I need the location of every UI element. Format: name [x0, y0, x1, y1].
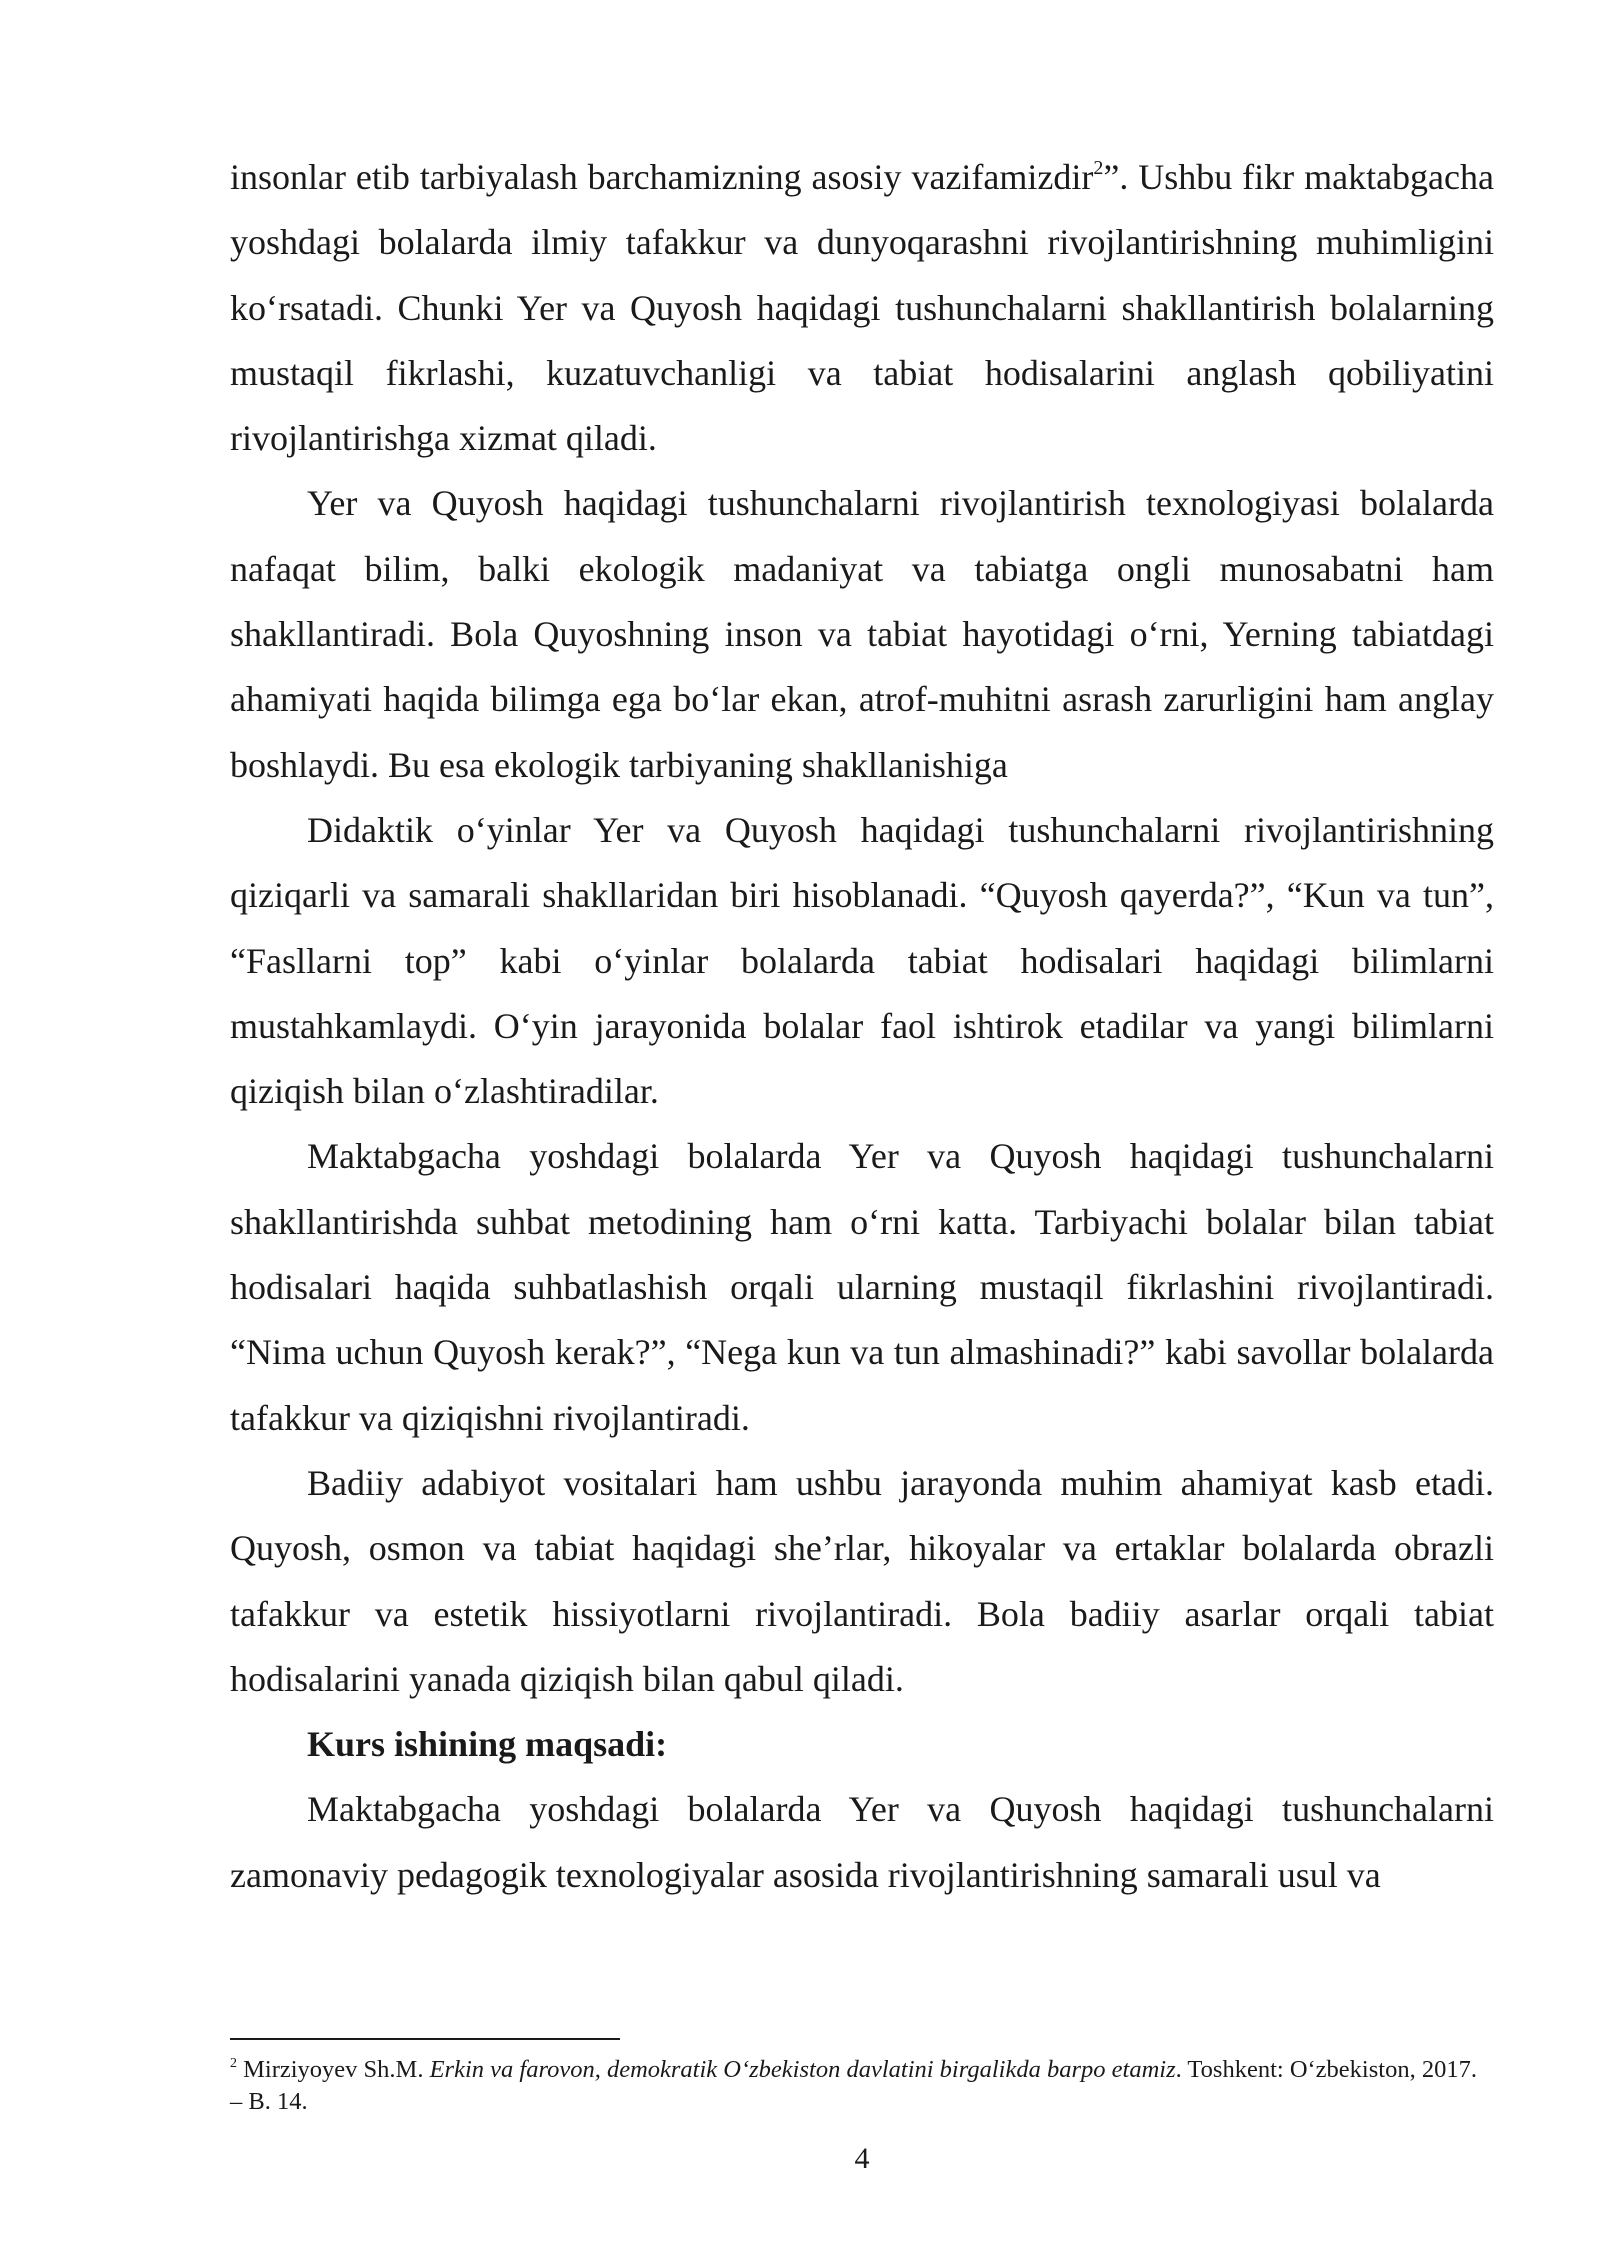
footnote-separator	[230, 2038, 620, 2040]
paragraph-conversation-method: Maktabgacha yoshdagi bolalarda Yer va Quyosh haqidagi tushunchalarni shakllantirishda suhbat metodining ham o‘rni katta. Tarbiyachi bolalar bilan tabiat hodisalari haqida suhbatlashish orqali ularning mustaqil fikrlashini rivojlantiradi. “Nima uchun Quyosh kerak?”, “Nega kun va tun almashinadi?” kabi savollar bolalarda tafakkur va qiziqishni rivojlantiradi.	[230, 1136, 1494, 1438]
paragraph-ecology: Yer va Quyosh haqidagi tushunchalarni rivojlantirish texnologiyasi bolalarda nafaqat bilim, balki ekologik madaniyat va tabiatga ongli munosabatni ham shakllantiradi. Bola Quyoshning inson va tabiat hayotidagi o‘rni, Yerning tabiatdagi ahamiyati haqida bilimga ega bo‘lar ekan, atrof-muhitni asrash zarurligini ham anglay boshlaydi. Bu esa ekologik tarbiyaning shakllanishiga	[230, 483, 1494, 785]
paragraph-text: ”. Ushbu fikr maktabgacha yoshdagi bolalarda ilmiy tafakkur va dunyoqarashni rivojlantirishning muhimligini ko‘rsatadi. Chunki Yer va Quyosh haqidagi tushunchalarni shakllantirish bolalarning mustaqil fikrlashi, kuzatuvchanligi va tabiat hodisalarini anglash qobiliyatini rivojlantirishga xizmat qiladi.	[230, 157, 1494, 459]
body-text	[230, 145, 1494, 1908]
footnote-title: Erkin va farovon, demokratik O‘zbekiston davlatini birgalikda barpo etamiz	[429, 2056, 1176, 2083]
footnote-author: Mirziyoyev Sh.M.	[237, 2056, 430, 2083]
footnote-reference[interactable]: 2	[1093, 157, 1104, 179]
footnote	[230, 2054, 1494, 2118]
paragraph-didactic-games: Didaktik o‘yinlar Yer va Quyosh haqidagi tushunchalarni rivojlantirishning qiziqarli va samarali shakllaridan biri hisoblanadi. “Quyosh qayerda?”, “Kun va tun”, “Fasllarni top” kabi o‘yinlar bolalarda tabiat hodisalari haqidagi bilimlarni mustahkamlaydi. O‘yin jarayonida bolalar faol ishtirok etadilar va yangi bilimlarni qiziqish bilan o‘zlashtiradilar.	[230, 809, 1494, 1112]
paragraph-continuation	[230, 145, 1494, 471]
paragraph-fiction: Badiiy adabiyot vositalari ham ushbu jarayonda muhim ahamiyat kasb etadi. Quyosh, osmon va tabiat haqidagi she’rlar, hikoyalar va ertaklar bolalarda obrazli tafakkur va estetik hissiyotlarni rivojlantiradi. Bola badiiy asarlar orqali tabiat hodisalarini yanada qiziqish bilan qabul qiladi.	[230, 1462, 1494, 1699]
page-number: 4	[854, 2142, 870, 2175]
footnote-publication: . Toshkent: O‘zbekiston, 2017. – B. 14.	[230, 2056, 1477, 2115]
footnote-number: 2	[230, 2056, 237, 2071]
section-heading: Kurs ishining maqsadi:	[307, 1724, 668, 1765]
paragraph-goal: Maktabgacha yoshdagi bolalarda Yer va Quyosh haqidagi tushunchalarni zamonaviy pedagogik texnologiyalar asosida rivojlantirishning samarali usul va	[230, 1789, 1494, 1895]
paragraph-text: insonlar etib tarbiyalash barchamizning asosiy vazifamizdir	[230, 157, 1094, 197]
